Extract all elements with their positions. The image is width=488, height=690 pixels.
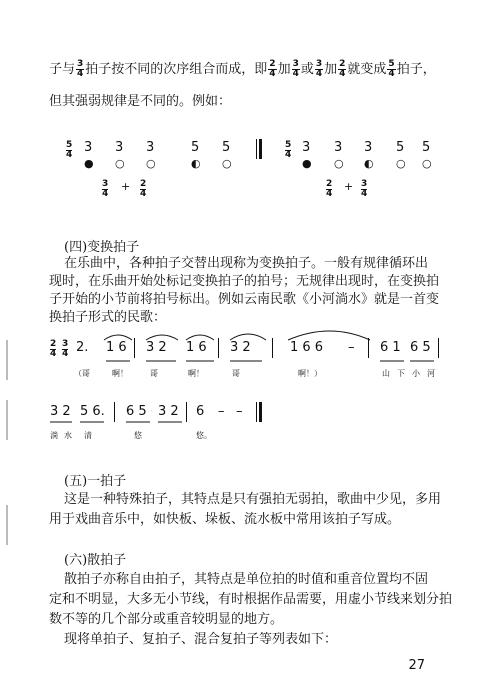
lyric-syllable: 小	[412, 369, 420, 378]
score-note: 6 5	[410, 340, 431, 355]
body-text-line: 数不等的几个部分或重音较明显的地方。	[49, 612, 284, 627]
lyric-syllable: 悠	[134, 431, 142, 440]
example-left-note: 3	[84, 140, 93, 155]
example-right-note: 3	[302, 140, 311, 155]
example-left-note: 3	[115, 140, 124, 155]
underline-beams	[0, 410, 488, 440]
text-fragment: 加	[324, 62, 338, 77]
example-right-note: 5	[396, 140, 405, 155]
score-note: 1 6 6	[290, 340, 324, 355]
lyric-syllable: 河	[427, 369, 435, 378]
fraction-3-4: $\frac{3}{4}$	[77, 59, 84, 79]
secondary-strong-beat-icon: ◐	[191, 157, 201, 170]
text-fragment: 拍子按不同的次序组合而成，即	[85, 62, 268, 77]
score-note: 3 2	[158, 404, 179, 419]
lyric-syllable: 山	[382, 369, 390, 378]
secondary-strong-beat-icon: ◐	[364, 157, 374, 170]
example-right-note: 5	[422, 140, 431, 155]
plus-sign: +	[121, 180, 131, 193]
body-text-line: 用于戏曲音乐中，如快板、垛板、流水板中常用该拍子写成。	[49, 512, 401, 527]
final-barline	[259, 139, 262, 159]
lyric-syllable: 啊！	[188, 369, 204, 378]
example-left-meter: $\frac{5}{4}$	[66, 140, 73, 160]
text-fragment: 子与	[49, 62, 76, 77]
score-note: 2.	[76, 340, 89, 355]
score-note: –	[236, 404, 243, 419]
weak-beat-icon: ○	[115, 157, 125, 170]
lyric-syllable: 下	[397, 369, 405, 378]
fraction-2-4: $\frac{2}{4}$	[339, 59, 346, 79]
fraction-5-4: $\frac{5}{4}$	[388, 59, 395, 79]
sum-fraction: $\frac{2}{4}$	[326, 179, 333, 199]
text-line-2: 但其强弱规律是不同的。例如：	[49, 94, 232, 109]
body-text-line: 在乐曲中，各种拍子交替出现称为变换拍子。一般有规律循环出	[64, 256, 429, 271]
lyric-syllable: （哥	[74, 369, 90, 378]
score-note: –	[218, 404, 225, 419]
example-left-note: 5	[222, 140, 231, 155]
section-heading: (六)散拍子	[64, 553, 127, 568]
body-text-line: 现将单拍子、复拍子、混合复拍子等列表如下：	[64, 632, 338, 647]
example-left-note: 3	[146, 140, 155, 155]
lyric-syllable: 啊！）	[298, 369, 322, 378]
score-note: 5 6.	[80, 404, 105, 419]
score-note: 3 2	[50, 404, 71, 419]
body-text-line: 定和不明显，大多无小节线，有时根据作品需要，用虚小节线来划分拍	[49, 592, 453, 607]
score-note: –	[348, 340, 355, 355]
weak-beat-icon: ○	[396, 157, 406, 170]
scan-margin-mark	[6, 505, 8, 545]
lyric-syllable: 水	[64, 431, 72, 440]
example-right-meter: $\frac{5}{4}$	[285, 140, 292, 160]
weak-beat-icon: ○	[334, 157, 344, 170]
section-heading: (四)变换拍子	[64, 240, 140, 255]
text-fragment: 就变成	[347, 62, 387, 77]
lyric-syllable: 清	[84, 431, 92, 440]
text-fragment: 加	[277, 62, 291, 77]
weak-beat-icon: ○	[222, 157, 232, 170]
text-fragment: 或	[300, 62, 314, 77]
body-text-line: 换拍子形式的民歌：	[49, 310, 167, 325]
lyric-syllable: 哥	[150, 369, 158, 378]
sum-fraction: $\frac{2}{4}$	[140, 179, 147, 199]
lyric-syllable: 哥	[232, 369, 240, 378]
text-fragment: 拍子，	[396, 62, 436, 77]
example-left-note: 5	[191, 140, 200, 155]
score-note: 6	[196, 404, 205, 419]
lyric-syllable: 悠。	[196, 431, 212, 440]
body-text-line: 子开始的小节前将拍号标出。例如云南民歌《小河淌水》就是一首变	[49, 292, 440, 307]
barline	[256, 139, 257, 159]
strong-beat-icon: ●	[302, 157, 312, 170]
example-right-note: 3	[364, 140, 373, 155]
time-signature: 3 4	[62, 339, 69, 359]
time-signature: 2 4	[50, 339, 57, 359]
section-heading: (五)一拍子	[64, 474, 127, 489]
score-note: 1 6	[106, 340, 127, 355]
lyric-syllable: 淌	[50, 431, 58, 440]
score-note: 3 2	[230, 340, 251, 355]
body-text-line: 散拍子亦称自由拍子，其特点是单位拍的时值和重音位置均不固	[64, 572, 429, 587]
plus-sign: +	[344, 180, 354, 193]
example-right-note: 3	[334, 140, 343, 155]
fraction-3-4: $\frac{3}{4}$	[315, 59, 323, 79]
weak-beat-icon: ○	[146, 157, 156, 170]
score-note: 6 1	[380, 340, 401, 355]
strong-beat-icon: ●	[84, 157, 94, 170]
fraction-2-4: $\frac{2}{4}$	[269, 59, 276, 79]
body-text-line: 现时，在乐曲开始处标记变换拍子的拍号；无规律出现时，在变换拍	[49, 274, 440, 289]
weak-beat-icon: ○	[422, 157, 432, 170]
text-line-1	[49, 60, 436, 80]
lyric-syllable: 啊！	[112, 369, 128, 378]
sum-fraction: $\frac{3}{4}$	[361, 179, 368, 199]
score-note: 1 6	[186, 340, 207, 355]
score-note: 3 2	[146, 340, 167, 355]
page-number: 27	[408, 658, 425, 673]
fraction-3-4: $\frac{3}{4}$	[292, 59, 299, 79]
score-note: 6 5	[126, 404, 147, 419]
body-text-line: 这是一种特殊拍子，其特点是只有强拍无弱拍，歌曲中少见，多用	[64, 492, 442, 507]
sum-fraction: $\frac{3}{4}$	[102, 179, 109, 199]
